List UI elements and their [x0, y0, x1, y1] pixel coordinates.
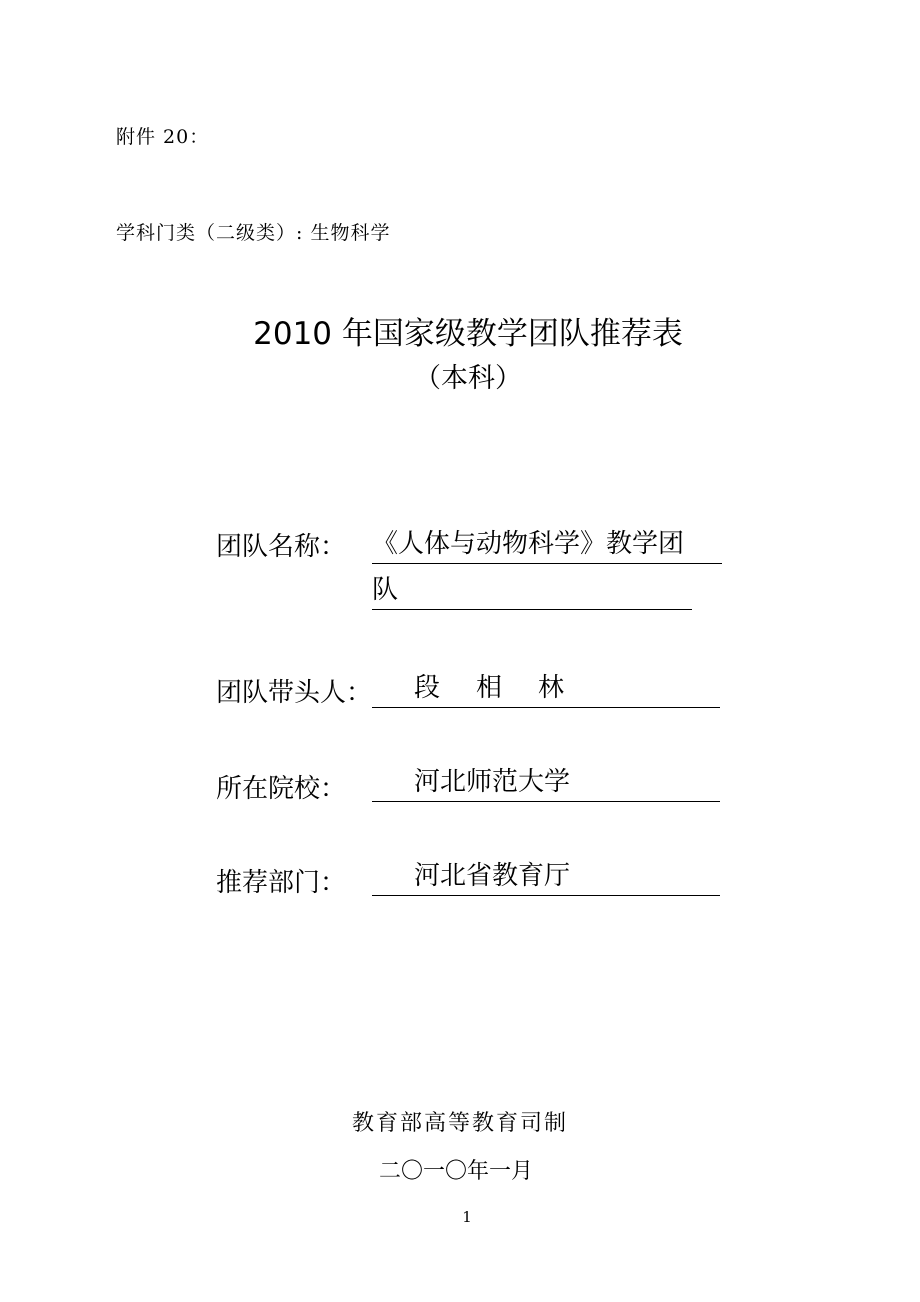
recommending-dept-value: 河北省教育厅 — [372, 856, 720, 896]
document-subtitle: （本科） — [414, 363, 522, 394]
team-name-value-continued: 队 — [372, 570, 692, 610]
attachment-label: 附件 20： — [116, 126, 210, 148]
page-number: 1 — [462, 1208, 472, 1226]
document-title: 2010 年国家级教学团队推荐表 — [253, 316, 683, 352]
team-leader-label: 团队带头人： — [216, 678, 373, 708]
issuer: 教育部高等教育司制 — [351, 1111, 568, 1136]
school-value: 河北师范大学 — [372, 762, 720, 802]
team-name-label: 团队名称： — [216, 532, 347, 562]
discipline-category: 学科门类（二级类）: 生物科学 — [116, 222, 391, 244]
issue-date: 二〇一〇年一月 — [378, 1159, 533, 1184]
recommending-dept-label: 推荐部门： — [216, 868, 347, 898]
team-name-value: 《人体与动物科学》教学团 — [372, 524, 722, 564]
team-leader-value: 段相林 — [372, 668, 720, 708]
school-label: 所在院校： — [216, 774, 347, 804]
